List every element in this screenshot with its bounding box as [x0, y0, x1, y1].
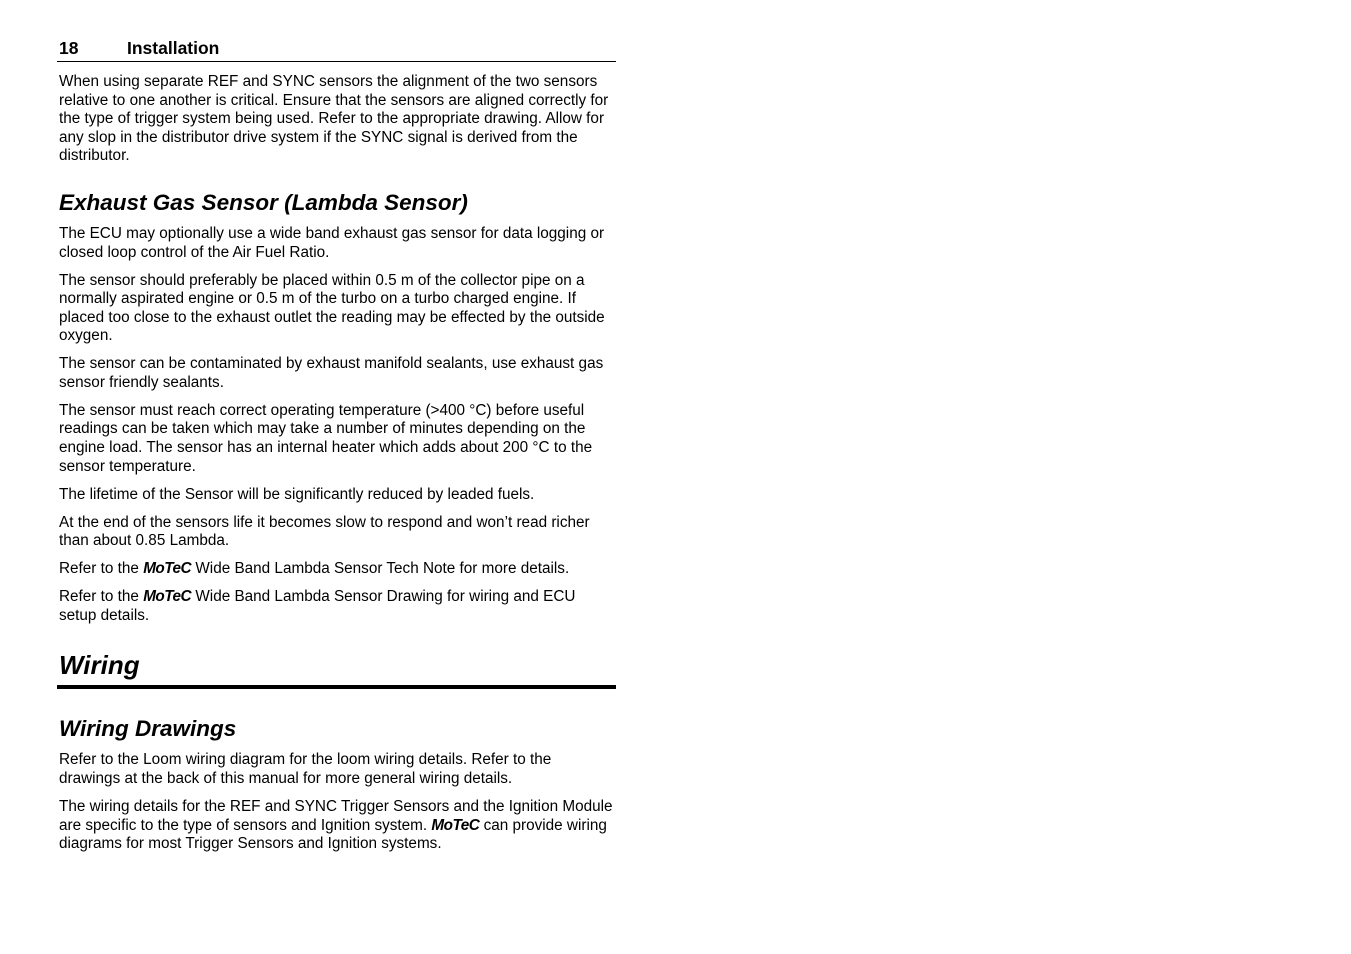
- wiring-paragraph-2-prefix: The wiring details for the REF and SYNC Trigger Sensors and the Ignition Module are specific to the type of sensors and Ignition system.: [59, 797, 613, 834]
- tech-note-paragraph: [57, 560, 616, 579]
- brand-name: MoTeC: [143, 588, 192, 606]
- drawing-note-prefix: Refer to the: [59, 588, 144, 606]
- wiring-chapter-heading: Wiring: [59, 650, 140, 681]
- wiring-paragraph-2-suffix: can provide wiring diagrams for most Trigger Sensors and Ignition systems.: [59, 816, 607, 853]
- exhaust-gas-sensor-heading: Exhaust Gas Sensor (Lambda Sensor): [59, 189, 468, 215]
- brand-name: MoTeC: [143, 560, 192, 578]
- exhaust-paragraph-2: The sensor should preferably be placed within 0.5 m of the collector pipe on a normally aspirated engine or 0.5 m of the turbo on a turbo charged engine. If placed too close to the exhaust outlet the reading may be effected by the outside oxygen.: [59, 271, 605, 345]
- tech-note-suffix: Wide Band Lambda Sensor Tech Note for more details.: [191, 560, 570, 578]
- wiring-paragraph-1: Refer to the Loom wiring diagram for the loom wiring details. Refer to the drawings at the back of this manual for more general wiring details.: [59, 751, 552, 787]
- wiring-drawings-heading: Wiring Drawings: [59, 716, 237, 742]
- drawing-note-suffix: Wide Band Lambda Sensor Drawing for wiring and ECU setup details.: [59, 588, 576, 624]
- running-header: [57, 36, 616, 62]
- exhaust-paragraph-6: At the end of the sensors life it becomes slow to respond and won’t read richer than about 0.85 Lambda.: [59, 513, 590, 550]
- wiring-paragraph-2: [57, 798, 616, 854]
- chapter-rule: [57, 685, 616, 689]
- page-number: 18: [59, 38, 79, 58]
- tech-note-prefix: Refer to the: [59, 560, 144, 578]
- exhaust-paragraph-1: The ECU may optionally use a wide band exhaust gas sensor for data logging or closed loop control of the Air Fuel Ratio.: [59, 224, 605, 261]
- exhaust-paragraph-4: The sensor must reach correct operating temperature (>400 °C) before useful readings can be taken which may take a number of minutes depending on the engine load. The sensor has an internal heater which adds about 200 °C to the sensor temperature.: [59, 401, 593, 475]
- brand-name: MoTeC: [431, 816, 480, 834]
- drawing-note-paragraph: [57, 588, 616, 625]
- intro-paragraph: When using separate REF and SYNC sensors the alignment of the two sensors relative to one another is critical. Ensure that the sensors are aligned correctly for the type of trigger system being used. Refer to the appropriate drawing. Allow for any slop in the distributor drive system if the SYNC signal is derived from the distributor.: [59, 73, 609, 165]
- running-header-title: Installation: [127, 38, 220, 58]
- exhaust-paragraph-3: The sensor can be contaminated by exhaust manifold sealants, use exhaust gas sensor friendly sealants.: [59, 355, 604, 391]
- manual-page: [57, 36, 616, 854]
- exhaust-paragraph-5: The lifetime of the Sensor will be significantly reduced by leaded fuels.: [59, 485, 535, 503]
